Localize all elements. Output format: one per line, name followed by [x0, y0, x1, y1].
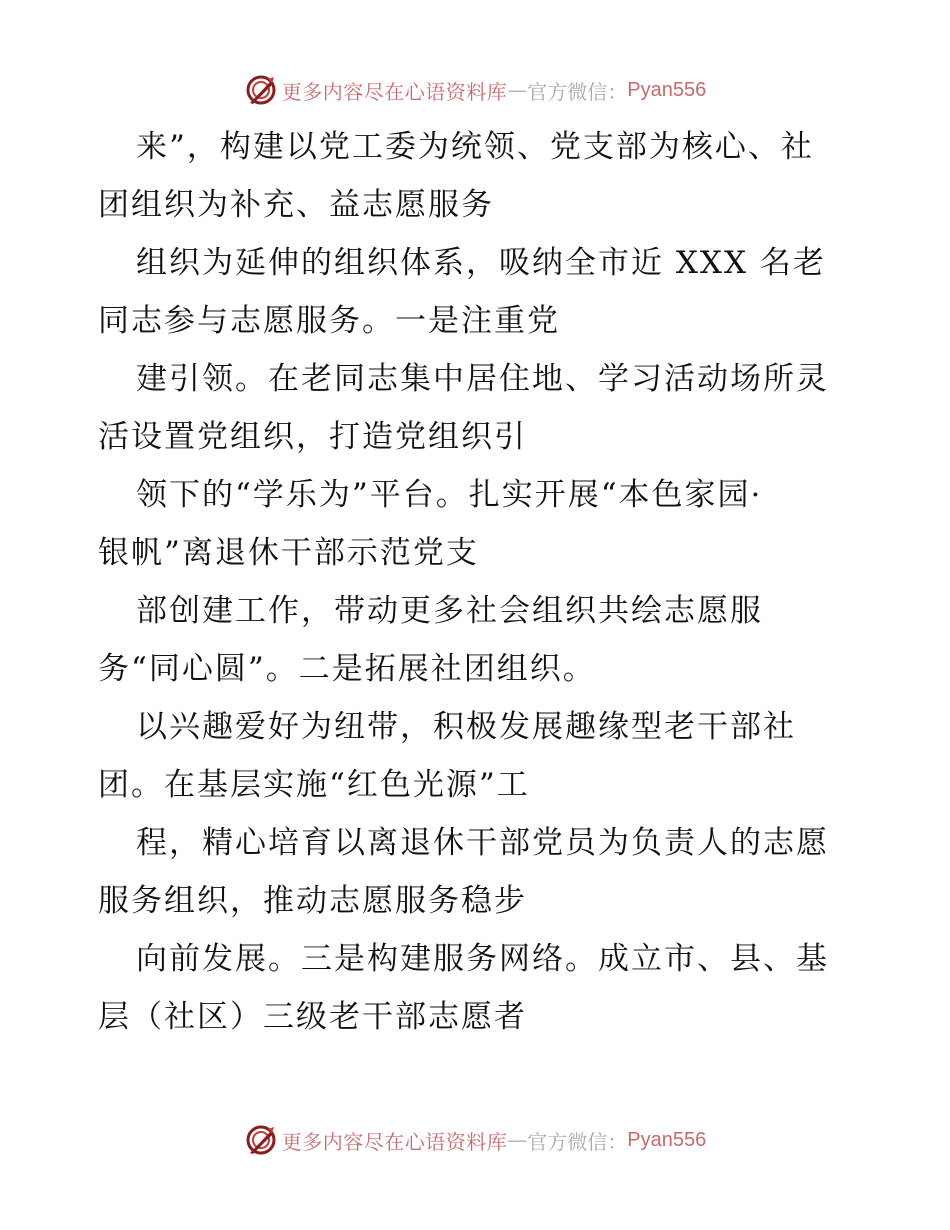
body-line: 务“同心圆”。二是拓展社团组织。	[98, 651, 596, 687]
footer-banner	[0, 1120, 950, 1160]
banner-slogan: 更多内容尽在心语资料库	[281, 1129, 508, 1154]
body-line: 团组织为补充、益志愿服务	[98, 187, 494, 223]
body-line: 层（社区）三级老干部志愿者	[98, 999, 527, 1035]
body-line: 银帆”离退休干部示范党支	[98, 535, 479, 571]
body-line: 程，精心培育以离退休干部党员为负责人的志愿	[136, 825, 829, 861]
body-line: 组织为延伸的组织体系，吸纳全市近 XXX 名老	[136, 245, 826, 281]
wechat-label: 官方微信：	[527, 79, 628, 104]
header-banner	[0, 70, 950, 110]
wechat-id: Pyan556	[627, 1128, 707, 1151]
banner-slogan: 更多内容尽在心语资料库	[281, 79, 508, 104]
body-line: 服务组织，推动志愿服务稳步	[98, 883, 527, 919]
body-line: 领下的“学乐为”平台。扎实开展“本色家园·	[136, 477, 763, 513]
body-line: 来”，构建以党工委为统领、党支部为核心、社	[136, 129, 814, 165]
body-line: 活设置党组织，打造党组织引	[98, 419, 527, 455]
body-line: 建引领。在老同志集中居住地、学习活动场所灵	[136, 361, 829, 397]
banner-dash: —	[507, 78, 528, 102]
wechat-label: 官方微信：	[527, 1129, 628, 1154]
quill-logo-icon	[244, 1123, 278, 1157]
wechat-id: Pyan556	[627, 78, 707, 101]
body-line: 以兴趣爱好为纽带，积极发展趣缘型老干部社	[136, 709, 796, 745]
body-line: 部创建工作，带动更多社会组织共绘志愿服	[136, 593, 763, 629]
document-body	[98, 118, 858, 1046]
body-line: 向前发展。三是构建服务网络。成立市、县、基	[136, 941, 829, 977]
banner-dash: —	[507, 1128, 528, 1152]
body-line: 团。在基层实施“红色光源”工	[98, 767, 530, 803]
quill-logo-icon	[244, 73, 278, 107]
body-line: 同志参与志愿服务。一是注重党	[98, 303, 560, 339]
